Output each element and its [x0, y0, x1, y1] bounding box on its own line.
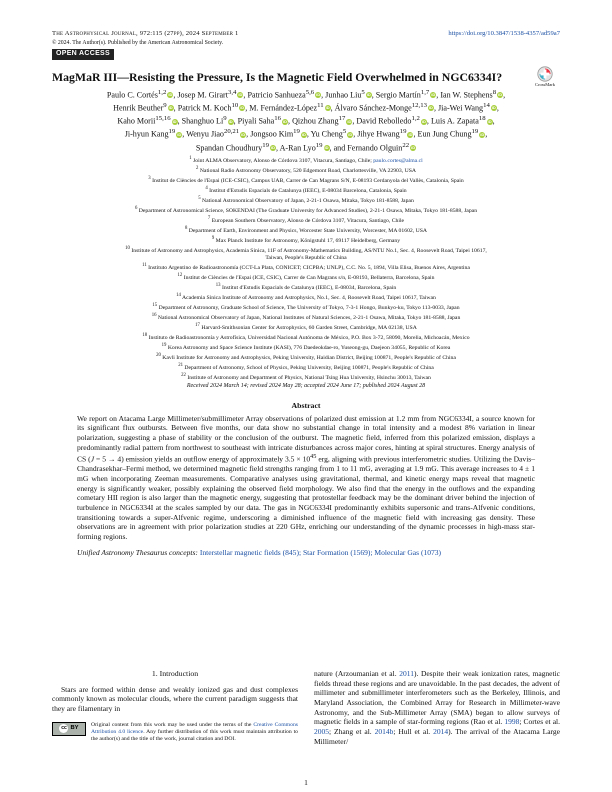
affiliation-item: $^1$ Joint ALMA Observatory, Alonso de Córdova 3107, Vitacura, Santiago, Chile; paulo.cortes@alma.cl	[189, 155, 423, 164]
copyright-line: © 2024. The Author(s). Published by the American Astronomical Society.	[52, 39, 224, 46]
author-line: Ji-hyun Kang$^{19}$ iD, Wenyu Jiao$^{20,21}$ iD, Jongsoo Kim$^{19}$ iD, Yu Cheng$^5$ iD, Jihye Hwang$^{19}$ iD, Eun Jung Chung$^{19}$ iD,	[124, 128, 488, 140]
affiliation-item: $^{17}$ Harvard-Smithsonian Center for Astrophysics, 60 Garden Street, Cambridge, MA 02138, USA	[195, 322, 417, 331]
affiliation-item: $^{21}$ Department of Astronomy, School of Physics, Peking University, Beijing 100871, People's Republic of China	[178, 362, 434, 371]
affiliation-item: $^{13}$ Institut d'Estudis Espacials de Catalunya (IEEC), E-08034, Barcelona, Spain	[215, 282, 397, 291]
affiliation-item: $^9$ Max Planck Institute for Astronomy, Königstuhl 17, 69117 Heidelberg, Germany	[211, 235, 401, 244]
orcid-icon[interactable]: iD	[421, 118, 426, 124]
body-columns	[52, 669, 560, 746]
affiliation-item: $^7$ European Southern Observatory, Alonso de Córdova 3107, Vitacura, Santiago, Chile	[207, 215, 405, 224]
orcid-icon[interactable]: iD	[241, 132, 246, 138]
orcid-icon[interactable]: iD	[316, 92, 321, 98]
license-text: Original content from this work may be used under the terms of the Creative Commons Attribution 4.0 licence. Any further distribution of this work must maintain attribution to the author(s) and the title of the work, journal citation and DOI.	[91, 721, 299, 742]
orcid-icon[interactable]: iD	[325, 105, 330, 111]
orcid-icon[interactable]: iD	[177, 132, 182, 138]
affiliation-item: $^{22}$ Institute of Astronomy and Department of Physics, National Tsing Hua University, Hsinchu 30013, Taiwan	[181, 372, 431, 381]
affiliation-item: $^2$ National Radio Astronomy Observatory, 520 Edgemont Road, Charlottesville, VA 22903, USA	[196, 165, 416, 174]
orcid-icon[interactable]: iD	[480, 132, 485, 138]
affiliation-item: $^{12}$ Institut de Ciències de l'Espai (ICE, CSIC), Carrer de Can Magrans s/n, E-08193, Bellaterra, Barcelona, Spain	[177, 272, 435, 281]
crossmark-logo[interactable]	[530, 66, 560, 87]
paper-page	[52, 30, 560, 787]
orcid-icon[interactable]: iD	[347, 118, 352, 124]
journal-citation: The Astrophysical Journal, 972:115 (27pp), 2024 September 1	[52, 30, 239, 37]
affiliation-item: $^{10}$ Institute of Astronomy and Astrophysics, Academia Sinica, 11F of Astronomy-Mathematics Building, AS/NTU No.1, Sec. 4, Roosevelt Road, Taipei 10617,	[125, 245, 487, 254]
author-line: Kaho Morii$^{15,16}$ iD, Shanghuo Li$^9$ iD, Piyali Saha$^{16}$ iD, Qizhou Zhang$^{17}$ iD, David Rebolledo$^{1,2}$ iD, Luis A. Zapata$^{18}$ iD,	[117, 115, 495, 126]
uat-concepts	[77, 548, 535, 558]
uat-keywords[interactable]: Interstellar magnetic fields (845); Star Formation (1569); Molecular Gas (1073)	[199, 547, 442, 557]
affiliation-item: $^6$ Department of Astronomical Science, SOKENDAI (The Graduate University for Advanced Studies), 2-21-1 Osawa, Mitaka, Tokyo 181-8588, Japan	[134, 205, 478, 214]
author-line: Paulo C. Cortés$^{1,2}$ iD, Josep M. Girart$^{3,4}$ iD, Patricio Sanhueza$^{5,6}$ iD, Junhao Liu$^5$ iD, Sergio Martín$^{1,7}$ iD, Ian W. Stephens$^8$ iD,	[106, 88, 506, 100]
affiliation-item: Taiwan, People's Republic of China	[265, 254, 347, 261]
running-header	[52, 30, 560, 60]
orcid-icon[interactable]: iD	[491, 105, 496, 111]
abstract-heading: Abstract	[291, 400, 321, 410]
intro-paragraph-left: Stars are formed within dense and weakly ionized gas and dust complexes commonly known as molecular clouds, where the current paradigm suggests that they are filamentary in	[52, 684, 298, 713]
author-line: Spandan Choudhury$^{19}$ iD, A-Ran Lyo$^{19}$ iD, and Fernando Olguin$^{22}$ iD	[195, 141, 416, 153]
affiliation-item: $^3$ Institut de Ciències de l'Espai (ICE-CSIC), Campus UAB, Carrer de Can Magrans S/N, E-08193 Cerdanyola del Vallès, Catalonia, Spain	[148, 175, 464, 184]
orcid-icon[interactable]: iD	[348, 132, 353, 138]
orcid-icon[interactable]: iD	[168, 92, 173, 98]
orcid-icon[interactable]: iD	[172, 118, 177, 124]
paper-title: MagMaR III—Resisting the Pressure, Is the Magnetic Field Overwhelmed in NGC6334I?	[52, 69, 503, 84]
affiliation-item: $^{20}$ Kavli Institute for Astronomy and Astrophysics, Peking University, Haidian District, Beijing 100871, People's Republic of China	[156, 352, 456, 361]
affiliation-item: $^8$ Department of Earth, Environment and Physics, Worcester State University, Worcester, MA 01602, USA	[184, 225, 427, 234]
page-number: 1	[304, 778, 308, 787]
affiliation-item: $^4$ Institut d'Estudis Espacials de Catalunya (IEEC), E-08034 Barcelona, Catalonia, Spain	[205, 185, 407, 194]
orcid-icon[interactable]: iD	[168, 105, 173, 111]
affiliation-item: $^{14}$ Academia Sinica Institute of Astronomy and Astrophysics, No.1, Sec. 4, Roosevelt Road, Taipei 10617, Taiwan	[176, 292, 436, 301]
publication-dates: Received 2024 March 14; revised 2024 May 28; accepted 2024 June 17; published 2024 August 28	[186, 382, 426, 389]
left-column	[52, 669, 298, 746]
affiliation-item: $^{16}$ National Astronomical Observatory of Japan, National Institutes of Natural Sciences, 2-21-1 Osawa, Mitaka, Tokyo 181-8588, Japan	[151, 312, 461, 321]
affiliation-item: $^{18}$ Instituto de Radioastronomía y Astrofísica, Universidad Nacional Autónoma de México, P.O. Box 3-72, 58090, Morelia, Michoacán, Mexico	[142, 332, 470, 341]
abstract-text: We report on Atacama Large Millimeter/submillimeter Array observations of polarized dust emission at 1.2 mm from NGC6334I, a source known for its significant flux outbursts. Between five months, our data show no substantial change in total intensity and a modest 8% variation in linear polarization, suggesting a phase of stability or the conclusion of the outburst. The magnetic field, inferred from this polarized emission, displays a predominantly radial pattern from northwest to southeast with intricate disturbances across major cores, hinting at spiral structures. Energy analysis of CS (J = 5 → 4) emission yields an outflow energy of approximately $3.5 \times 10^{45}$ erg, aligning with previous interferometric studies. Utilizing the Davis–Chandrasekhar–Fermi method, we determined magnetic field strengths ranging from 1 to 11 mG, averaging at 1.9 mG. This average increases to 4 ± 1 mG when incorporating Zeeman measurements. Comparative analyses using gravitational, thermal, and kinetic energy maps reveal that magnetic energy is significantly weaker, possibly explaining the observed field morphology. We also find that the energy in the outflows and the expanding cometary HII region is also larger than the magnetic energy, suggesting that protostellar feedback may be the dominant driver behind the injection of turbulence in NGC6334I at the scales sampled by our data. The gas in NGC6334I predominantly exhibits supersonic and trans-Alfvenic conditions, transitioning towards a super-Alfvenic regime, underscoring a diminished influence of the magnetic field with increasing gas density. These observations are in agreement with prior polarization studies at 220 GHz, enriching our understanding of the dynamic processes in high-mass star-forming regions.	[77, 413, 536, 542]
affiliation-list	[52, 155, 560, 382]
crossmark-icon	[537, 66, 553, 82]
affiliation-item: $^5$ National Astronomical Observatory of Japan, 2-21-1 Osawa, Mitaka, Tokyo 181-8588, Japan	[198, 195, 414, 204]
orcid-icon[interactable]: iD	[428, 105, 433, 111]
affiliation-item: $^{19}$ Korea Astronomy and Space Science Institute (KASI), 776 Daedeokdae-ro, Yuseong-gu, Daejeon 34055, Republic of Korea	[161, 342, 451, 351]
orcid-icon[interactable]: iD	[301, 132, 306, 138]
orcid-icon[interactable]: iD	[324, 145, 329, 151]
orcid-icon[interactable]: iD	[498, 92, 503, 98]
author-line: Henrik Beuther$^9$ iD, Patrick M. Koch$^{10}$ iD, M. Fernández-López$^{11}$ iD, Álvaro Sánchez-Monge$^{12,13}$ iD, Jia-Wei Wang$^{14}$ iD,	[113, 101, 499, 113]
orcid-icon[interactable]: iD	[240, 105, 245, 111]
orcid-icon[interactable]: iD	[431, 92, 436, 98]
affiliation-item: $^{15}$ Department of Astronomy, Graduate School of Science, The University of Tokyo, 7-3-1 Hongo, Bunkyo-ku, Tokyo 113-0033, Japan	[152, 302, 460, 311]
cc-by-license-icon[interactable]: cc BY	[52, 722, 86, 736]
license-notice	[52, 722, 298, 743]
crossmark-label: CrossMark	[535, 82, 555, 87]
uat-label: Unified Astronomy Thesaurus concepts:	[77, 547, 198, 557]
orcid-icon[interactable]: iD	[408, 132, 413, 138]
orcid-icon[interactable]: iD	[238, 92, 243, 98]
right-column	[314, 669, 560, 746]
orcid-icon[interactable]: iD	[283, 118, 288, 124]
orcid-icon[interactable]: iD	[270, 145, 275, 151]
section-heading-introduction: 1. Introduction	[151, 669, 199, 678]
affiliation-item: $^{11}$ Instituto Argentino de Radioastronomía (CCT-La Plata, CONICET; CICPBA; UNLP), C.C. No. 5, 1894, Villa Elisa, Buenos Aires, Argentina	[142, 262, 470, 271]
orcid-icon[interactable]: iD	[228, 118, 233, 124]
orcid-icon[interactable]: iD	[366, 92, 371, 98]
author-list	[52, 88, 560, 154]
intro-paragraph-right: nature (Arzoumanian et al. 2011). Despite their weak ionization rates, magnetic fields thread these regions and are unavoidable. In the past decades, the advent of millimeter and submillimeter interferometers such as the Berkeley, Illinois, and Maryland Association, the Combined Array for Research in Millimeter-wave Astronomy, and the Sub-Millimeter Array (SMA) began to allow surveys of magnetic fields in a sample of star-forming regions (Rao et al. 1998; Cortes et al. 2005; Zhang et al. 2014b; Hull et al. 2014). The arrival of the Atacama Large Millimeter/	[314, 669, 560, 746]
cc-badge-text: BY	[70, 725, 79, 732]
doi-link[interactable]: https://doi.org/10.3847/1538-4357/ad59a7	[448, 30, 560, 37]
orcid-icon[interactable]: iD	[487, 118, 492, 124]
open-access-badge: OPEN ACCESS	[52, 49, 114, 60]
orcid-icon[interactable]: iD	[411, 145, 416, 151]
